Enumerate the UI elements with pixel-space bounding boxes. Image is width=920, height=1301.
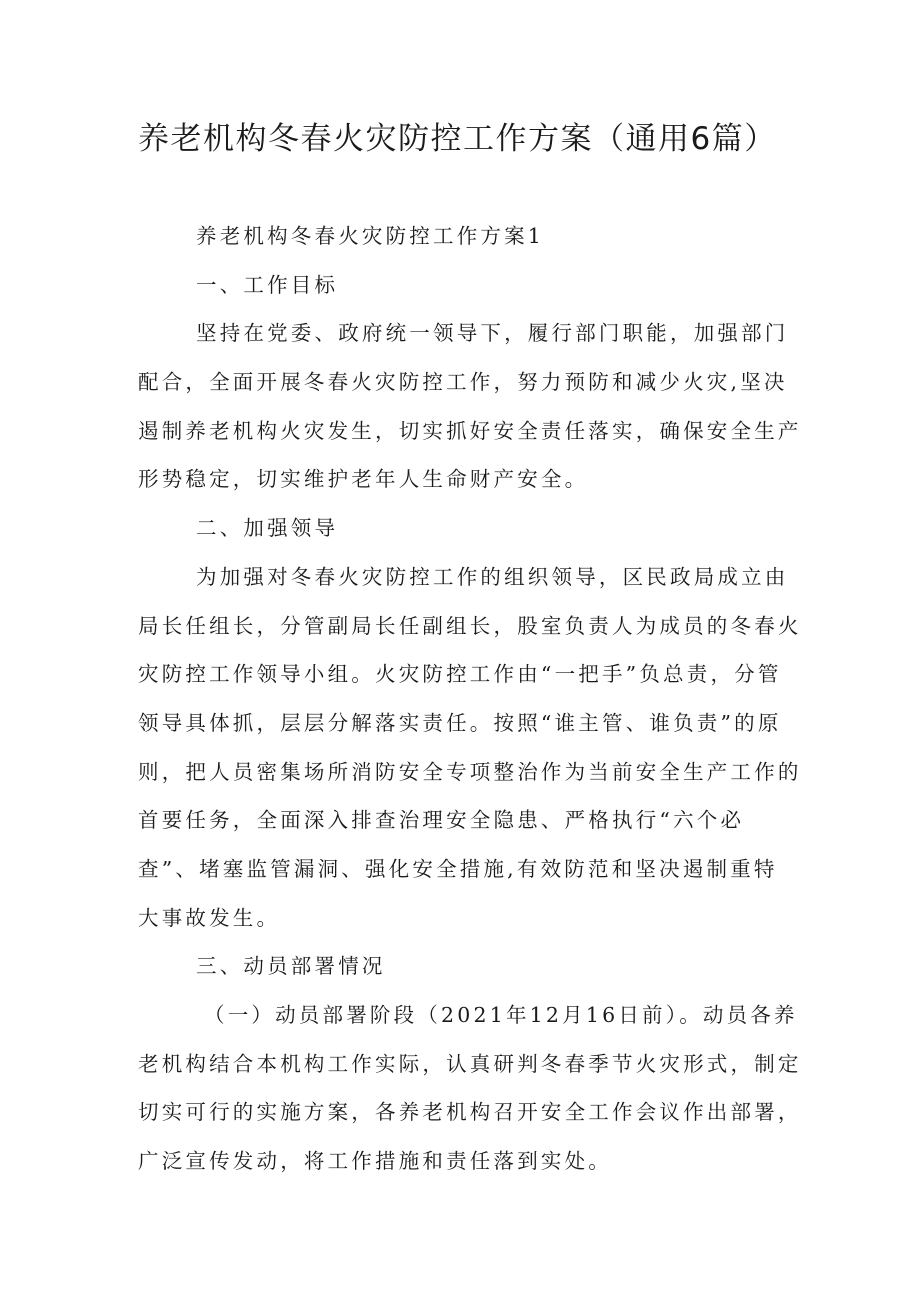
paragraph-line: 领导具体抓，层层分解落实责任。按照“谁主管、谁负责”的原 xyxy=(138,710,782,735)
paragraph-line: 广泛宣传发动，将工作措施和责任落到实处。 xyxy=(138,1149,612,1174)
document-title: 养老机构冬春火灾防控工作方案（通用6篇） xyxy=(138,121,777,157)
document-body xyxy=(138,212,802,1186)
paragraph-line: 局长任组长，分管副局长任副组长，股室负责人为成员的冬春火 xyxy=(138,613,802,638)
paragraph-line: 老机构结合本机构工作实际，认真研判冬春季节火灾形式，制定 xyxy=(138,1051,802,1076)
paragraph-line: 坚持在党委、政府统一领导下，履行部门职能，加强部门 xyxy=(196,321,789,346)
paragraph-line: 形势稳定，切实维护老年人生命财产安全。 xyxy=(138,467,589,492)
paragraph-line: 切实可行的实施方案，各养老机构召开安全工作会议作出部署， xyxy=(138,1100,802,1125)
paragraph-line: 则，把人员密集场所消防安全专项整治作为当前安全生产工作的 xyxy=(138,759,802,784)
paragraph-line: 遏制养老机构火灾发生，切实抓好安全责任落实，确保安全生产 xyxy=(138,418,802,443)
paragraph-line: （一）动员部署阶段（2021年12月16日前）。动员各养 xyxy=(204,1003,798,1027)
section-heading-plan-1: 养老机构冬春火灾防控工作方案1 xyxy=(196,224,545,248)
section-heading-deployment: 三、动员部署情况 xyxy=(196,954,386,979)
paragraph-line: 大事故发生。 xyxy=(138,905,281,930)
paragraph-line: 灾防控工作领导小组。火灾防控工作由“一把手”负总责，分管 xyxy=(138,662,782,687)
paragraph-line: 为加强对冬春火灾防控工作的组织领导，区民政局成立由 xyxy=(196,564,789,589)
section-heading-goals: 一、工作目标 xyxy=(196,272,339,297)
paragraph-line: 配合，全面开展冬春火灾防控工作，努力预防和减少火灾,坚决 xyxy=(138,370,788,395)
paragraph-line: 查”、堵塞监管漏洞、强化安全措施,有效防范和坚决遏制重特 xyxy=(138,856,778,881)
paragraph-line: 首要任务，全面深入排查治理安全隐患、严格执行“六个必 xyxy=(138,808,745,833)
section-heading-leadership: 二、加强领导 xyxy=(196,516,339,541)
